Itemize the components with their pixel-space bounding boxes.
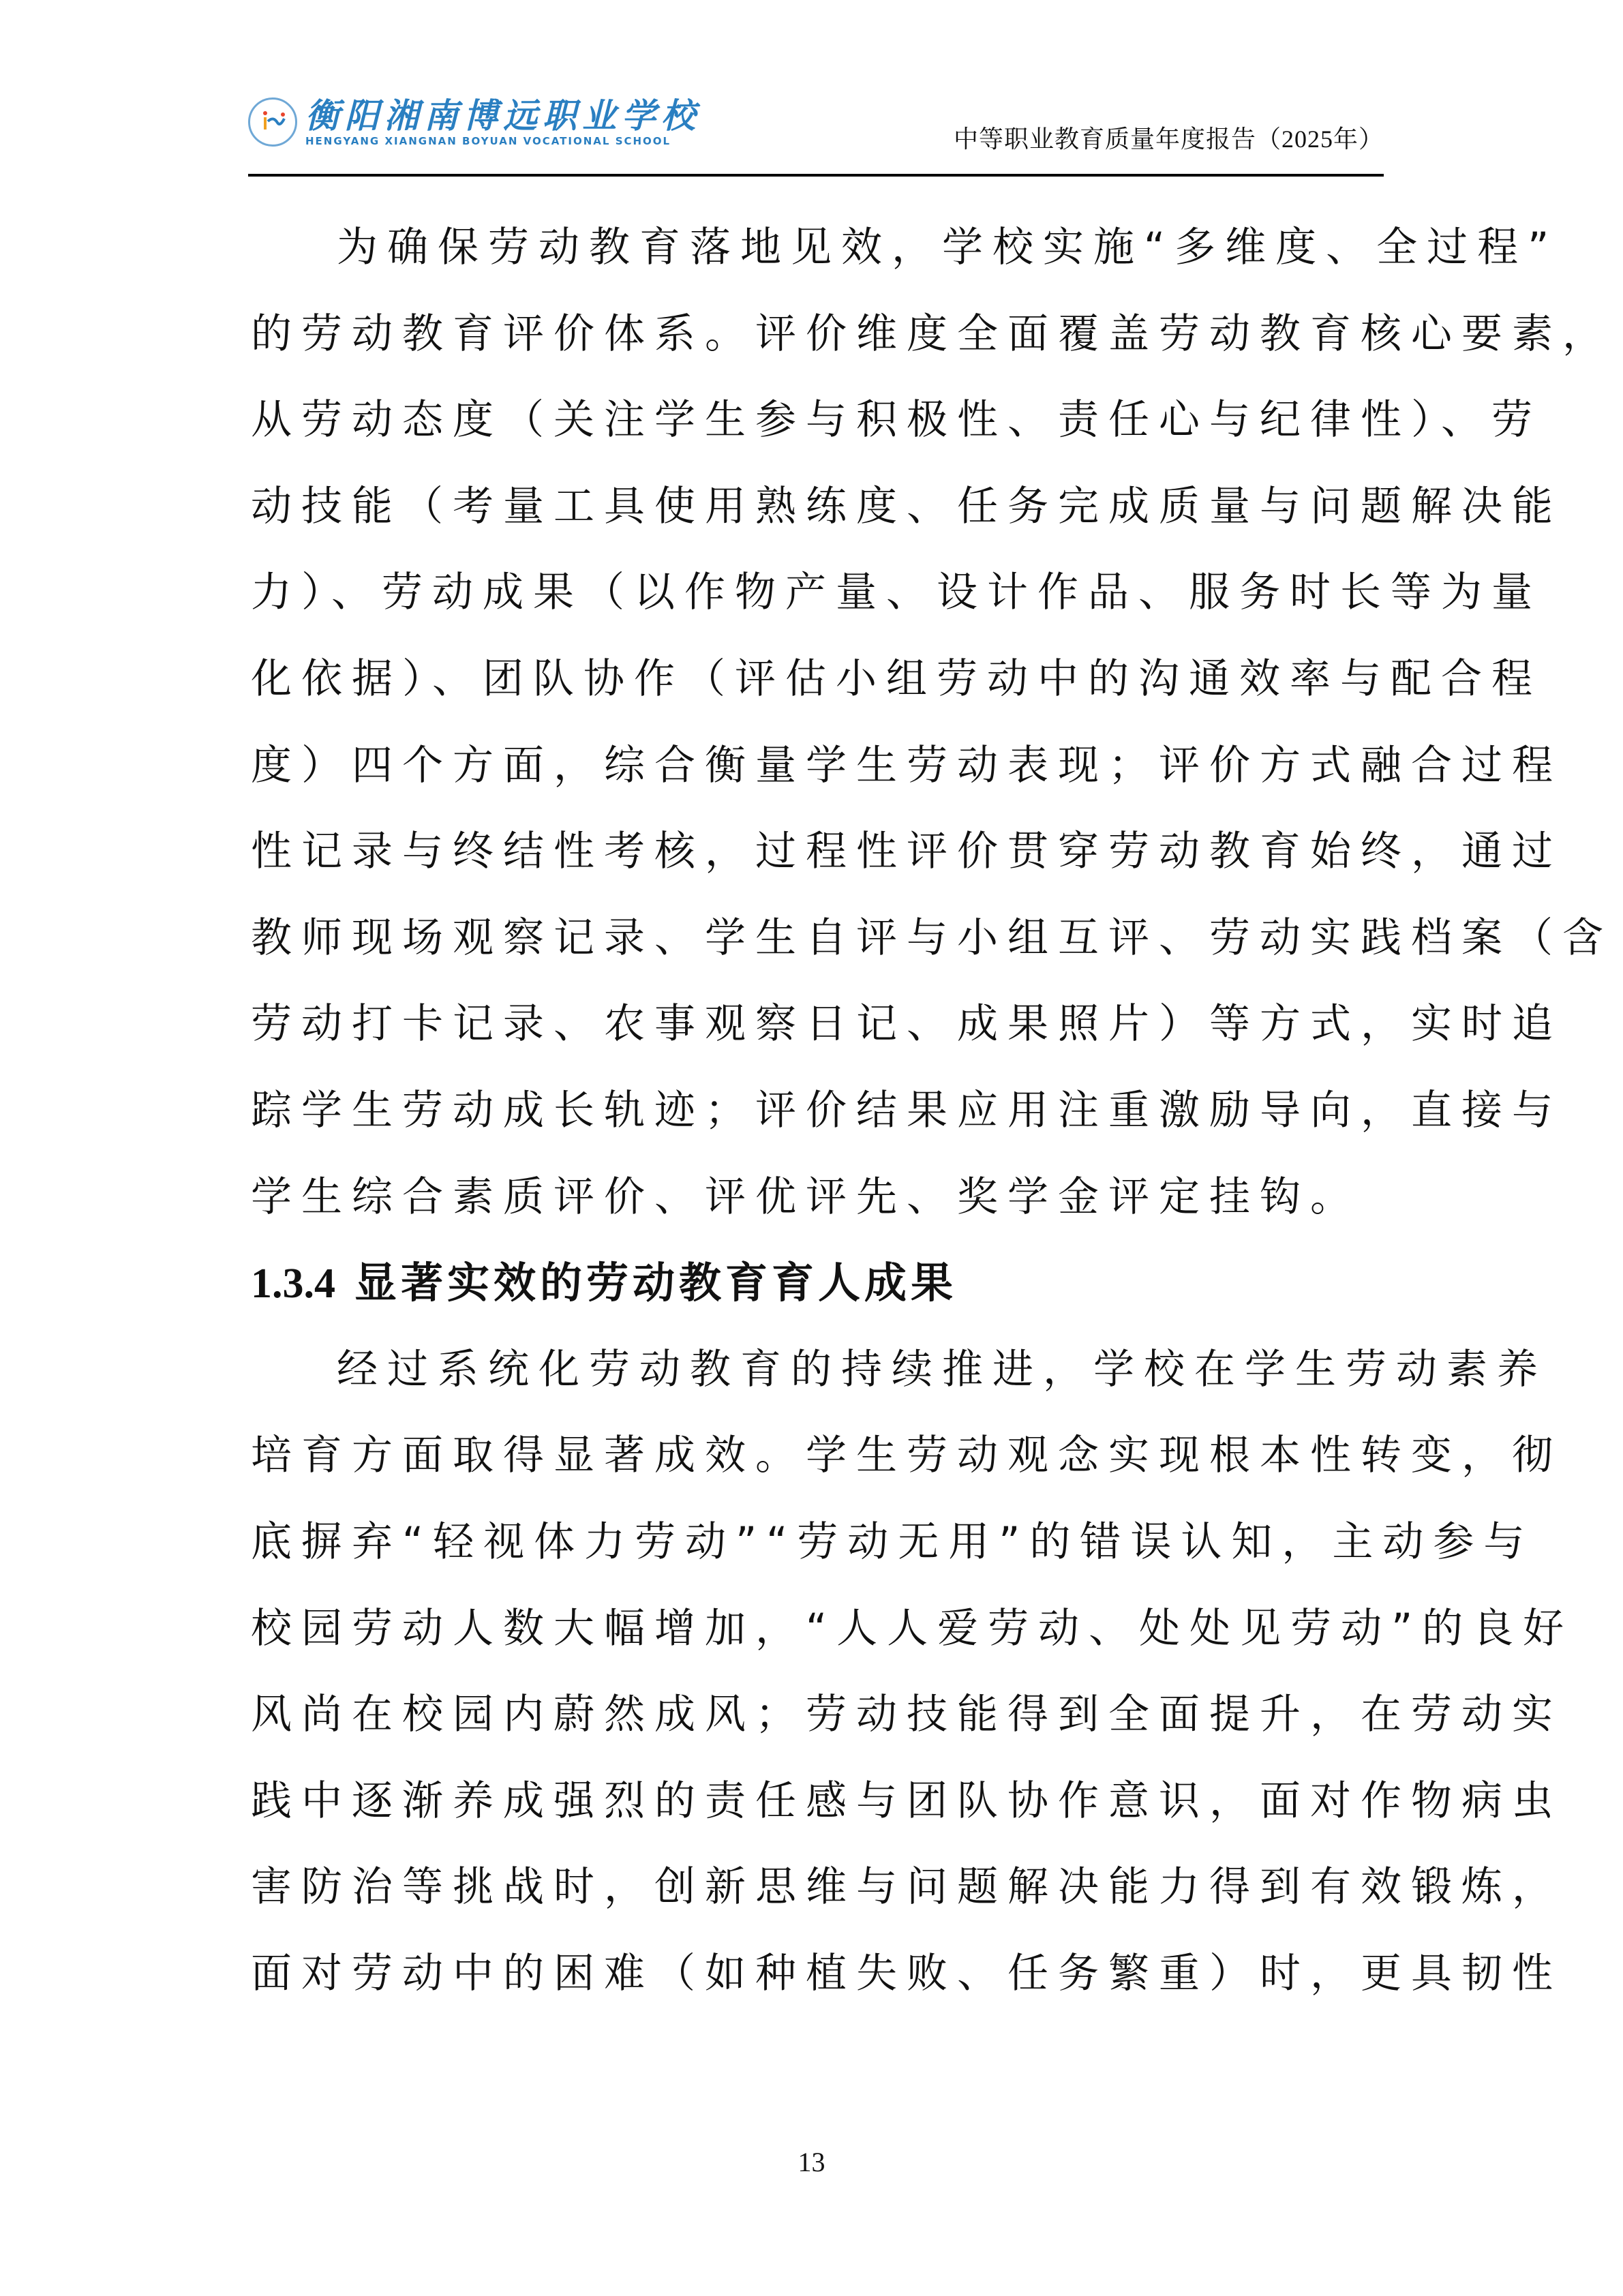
text-line: 学生综合素质评价、评优评先、奖学金评定挂钩。 <box>251 1173 1361 1221</box>
section-number: 1.3.4 <box>251 1260 335 1308</box>
report-title: 中等职业教育质量年度报告（2025年） <box>953 125 1384 153</box>
text-line: 风尚在校园内蔚然成风；劳动技能得到全面提升，在劳动实 <box>251 1691 1562 1739</box>
header-divider <box>248 174 1384 177</box>
text-line: 教师现场观察记录、学生自评与小组互评、劳动实践档案（含 <box>251 913 1613 962</box>
school-emblem-icon <box>248 97 297 147</box>
paragraph-achievements <box>251 1327 1574 2017</box>
section-title: 显著实效的劳动教育育人成果 <box>354 1258 958 1308</box>
text-line: 度）四个方面，综合衡量学生劳动表现；评价方式融合过程 <box>251 741 1562 789</box>
page-header <box>248 89 1384 175</box>
text-line: 经过系统化劳动教育的持续推进，学校在学生劳动素养 <box>337 1345 1547 1393</box>
school-name-en: HENGYANG XIANGNAN BOYUAN VOCATIONAL SCHOOL <box>305 135 671 147</box>
text-line: 动技能（考量工具使用熟练度、任务完成质量与问题解决能 <box>251 482 1562 530</box>
text-line: 踪学生劳动成长轨迹；评价结果应用注重激励导向，直接与 <box>251 1086 1562 1134</box>
text-line: 从劳动态度（关注学生参与积极性、责任心与纪律性）、劳 <box>251 396 1542 444</box>
school-logo <box>248 97 701 147</box>
text-line: 力）、劳动成果（以作物产量、设计作品、服务时长等为量 <box>251 569 1542 617</box>
text-line: 培育方面取得显著成效。学生劳动观念实现根本性转变，彻 <box>251 1432 1562 1480</box>
text-line: 害防治等挑战时，创新思维与问题解决能力得到有效锻炼， <box>251 1863 1562 1912</box>
text-line: 底摒弃“轻视体力劳动”“劳动无用”的错误认知，主动参与 <box>251 1517 1534 1566</box>
page-body <box>251 205 1613 2016</box>
paragraph-evaluation-system <box>251 205 1613 1240</box>
text-line: 为确保劳动教育落地见效，学校实施“多维度、全过程” <box>337 224 1559 271</box>
section-heading <box>251 1240 1396 1327</box>
school-name-cn: 衡阳湘南博远职业学校 <box>305 95 701 136</box>
page-number: 13 <box>798 2147 825 2177</box>
text-line: 的劳动教育评价体系。评价维度全面覆盖劳动教育核心要素， <box>251 309 1613 358</box>
text-line: 面对劳动中的困难（如种植失败、任务繁重）时，更具韧性 <box>251 1949 1562 1997</box>
text-line: 化依据）、团队协作（评估小组劳动中的沟通效率与配合程 <box>251 654 1542 703</box>
text-line: 劳动打卡记录、农事观察日记、成果照片）等方式，实时追 <box>251 1000 1562 1048</box>
emblem-mark-icon <box>260 109 287 134</box>
text-line: 校园劳动人数大幅增加，“人人爱劳动、处处见劳动”的良好 <box>251 1604 1574 1652</box>
text-line: 性记录与终结性考核，过程性评价贯穿劳动教育始终，通过 <box>251 828 1562 876</box>
text-line: 践中逐渐养成强烈的责任感与团队协作意识，面对作物病虫 <box>251 1777 1562 1825</box>
